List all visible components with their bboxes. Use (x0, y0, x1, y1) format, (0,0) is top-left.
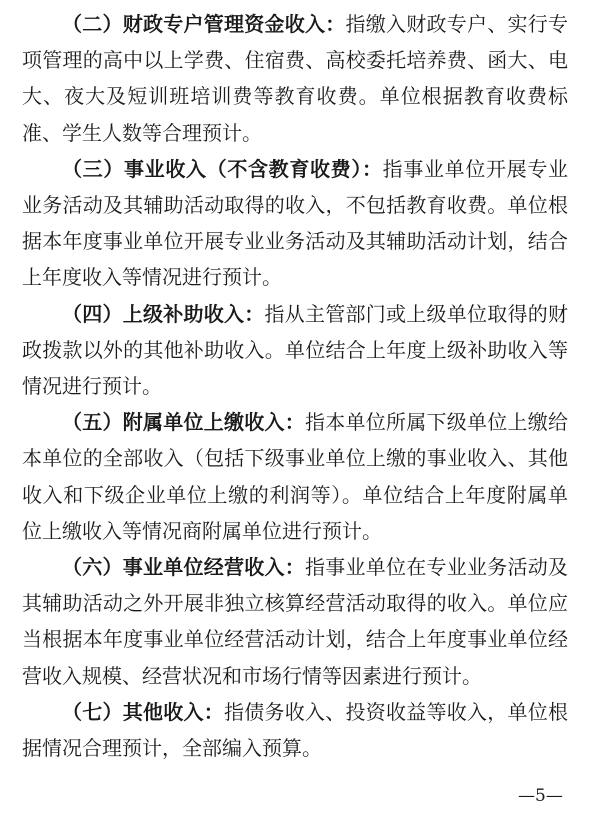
document-body (22, 6, 568, 766)
paragraph-text: 指事业单位在专业业务活动及其辅助活动之外开展非独立核算经营活动取得的收入。单位应当根据本年度事业单位经营活动计划，结合上年度事业单位经营收入规模、经营状况和市场行情等因素进行预计。 (22, 555, 568, 688)
paragraph-other-income (22, 694, 568, 766)
page-number: —5— (518, 786, 563, 806)
paragraph-superior-subsidy-income (22, 296, 568, 405)
paragraph-heading: （六）事业单位经营收入： (62, 555, 305, 580)
paragraph-business-income (22, 151, 568, 296)
paragraph-heading: （三）事业收入（不含教育收费）： (62, 156, 383, 181)
paragraph-text: 指债务收入、投资收益等收入，单位根据情况合理预计，全部编入预算。 (22, 699, 568, 761)
paragraph-text: 指缴入财政专户、实行专项管理的高中以上学费、住宿费、高校委托培养费、函大、电大、夜大及短训班培训费等教育收费。单位根据教育收费标准、学生人数等合理预计。 (22, 12, 568, 145)
paragraph-text: 指从主管部门或上级单位取得的财政拨款以外的其他补助收入。单位结合上年度上级补助收入等情况进行预计。 (22, 301, 568, 399)
paragraph-heading: （四）上级补助收入： (62, 301, 265, 326)
paragraph-operating-income (22, 549, 568, 694)
paragraph-heading: （五）附属单位上缴收入： (62, 410, 305, 435)
paragraph-fiscal-special-account-income (22, 6, 568, 151)
paragraph-text: 指事业单位开展专业业务活动及其辅助活动取得的收入，不包括教育收费。单位根据本年度事业单位开展专业业务活动及其辅助活动计划，结合上年度收入等情况进行预计。 (22, 156, 569, 290)
paragraph-heading: （七）其他收入： (62, 699, 224, 724)
paragraph-subordinate-unit-income (22, 404, 568, 549)
paragraph-text: 指本单位所属下级单位上缴给本单位的全部收入（包括下级事业单位上缴的事业收入、其他收入和下级企业单位上缴的利润等）。单位结合上年度附属单位上缴收入等情况商附属单位进行预计。 (22, 410, 568, 543)
paragraph-heading: （二）财政专户管理资金收入： (62, 12, 346, 36)
